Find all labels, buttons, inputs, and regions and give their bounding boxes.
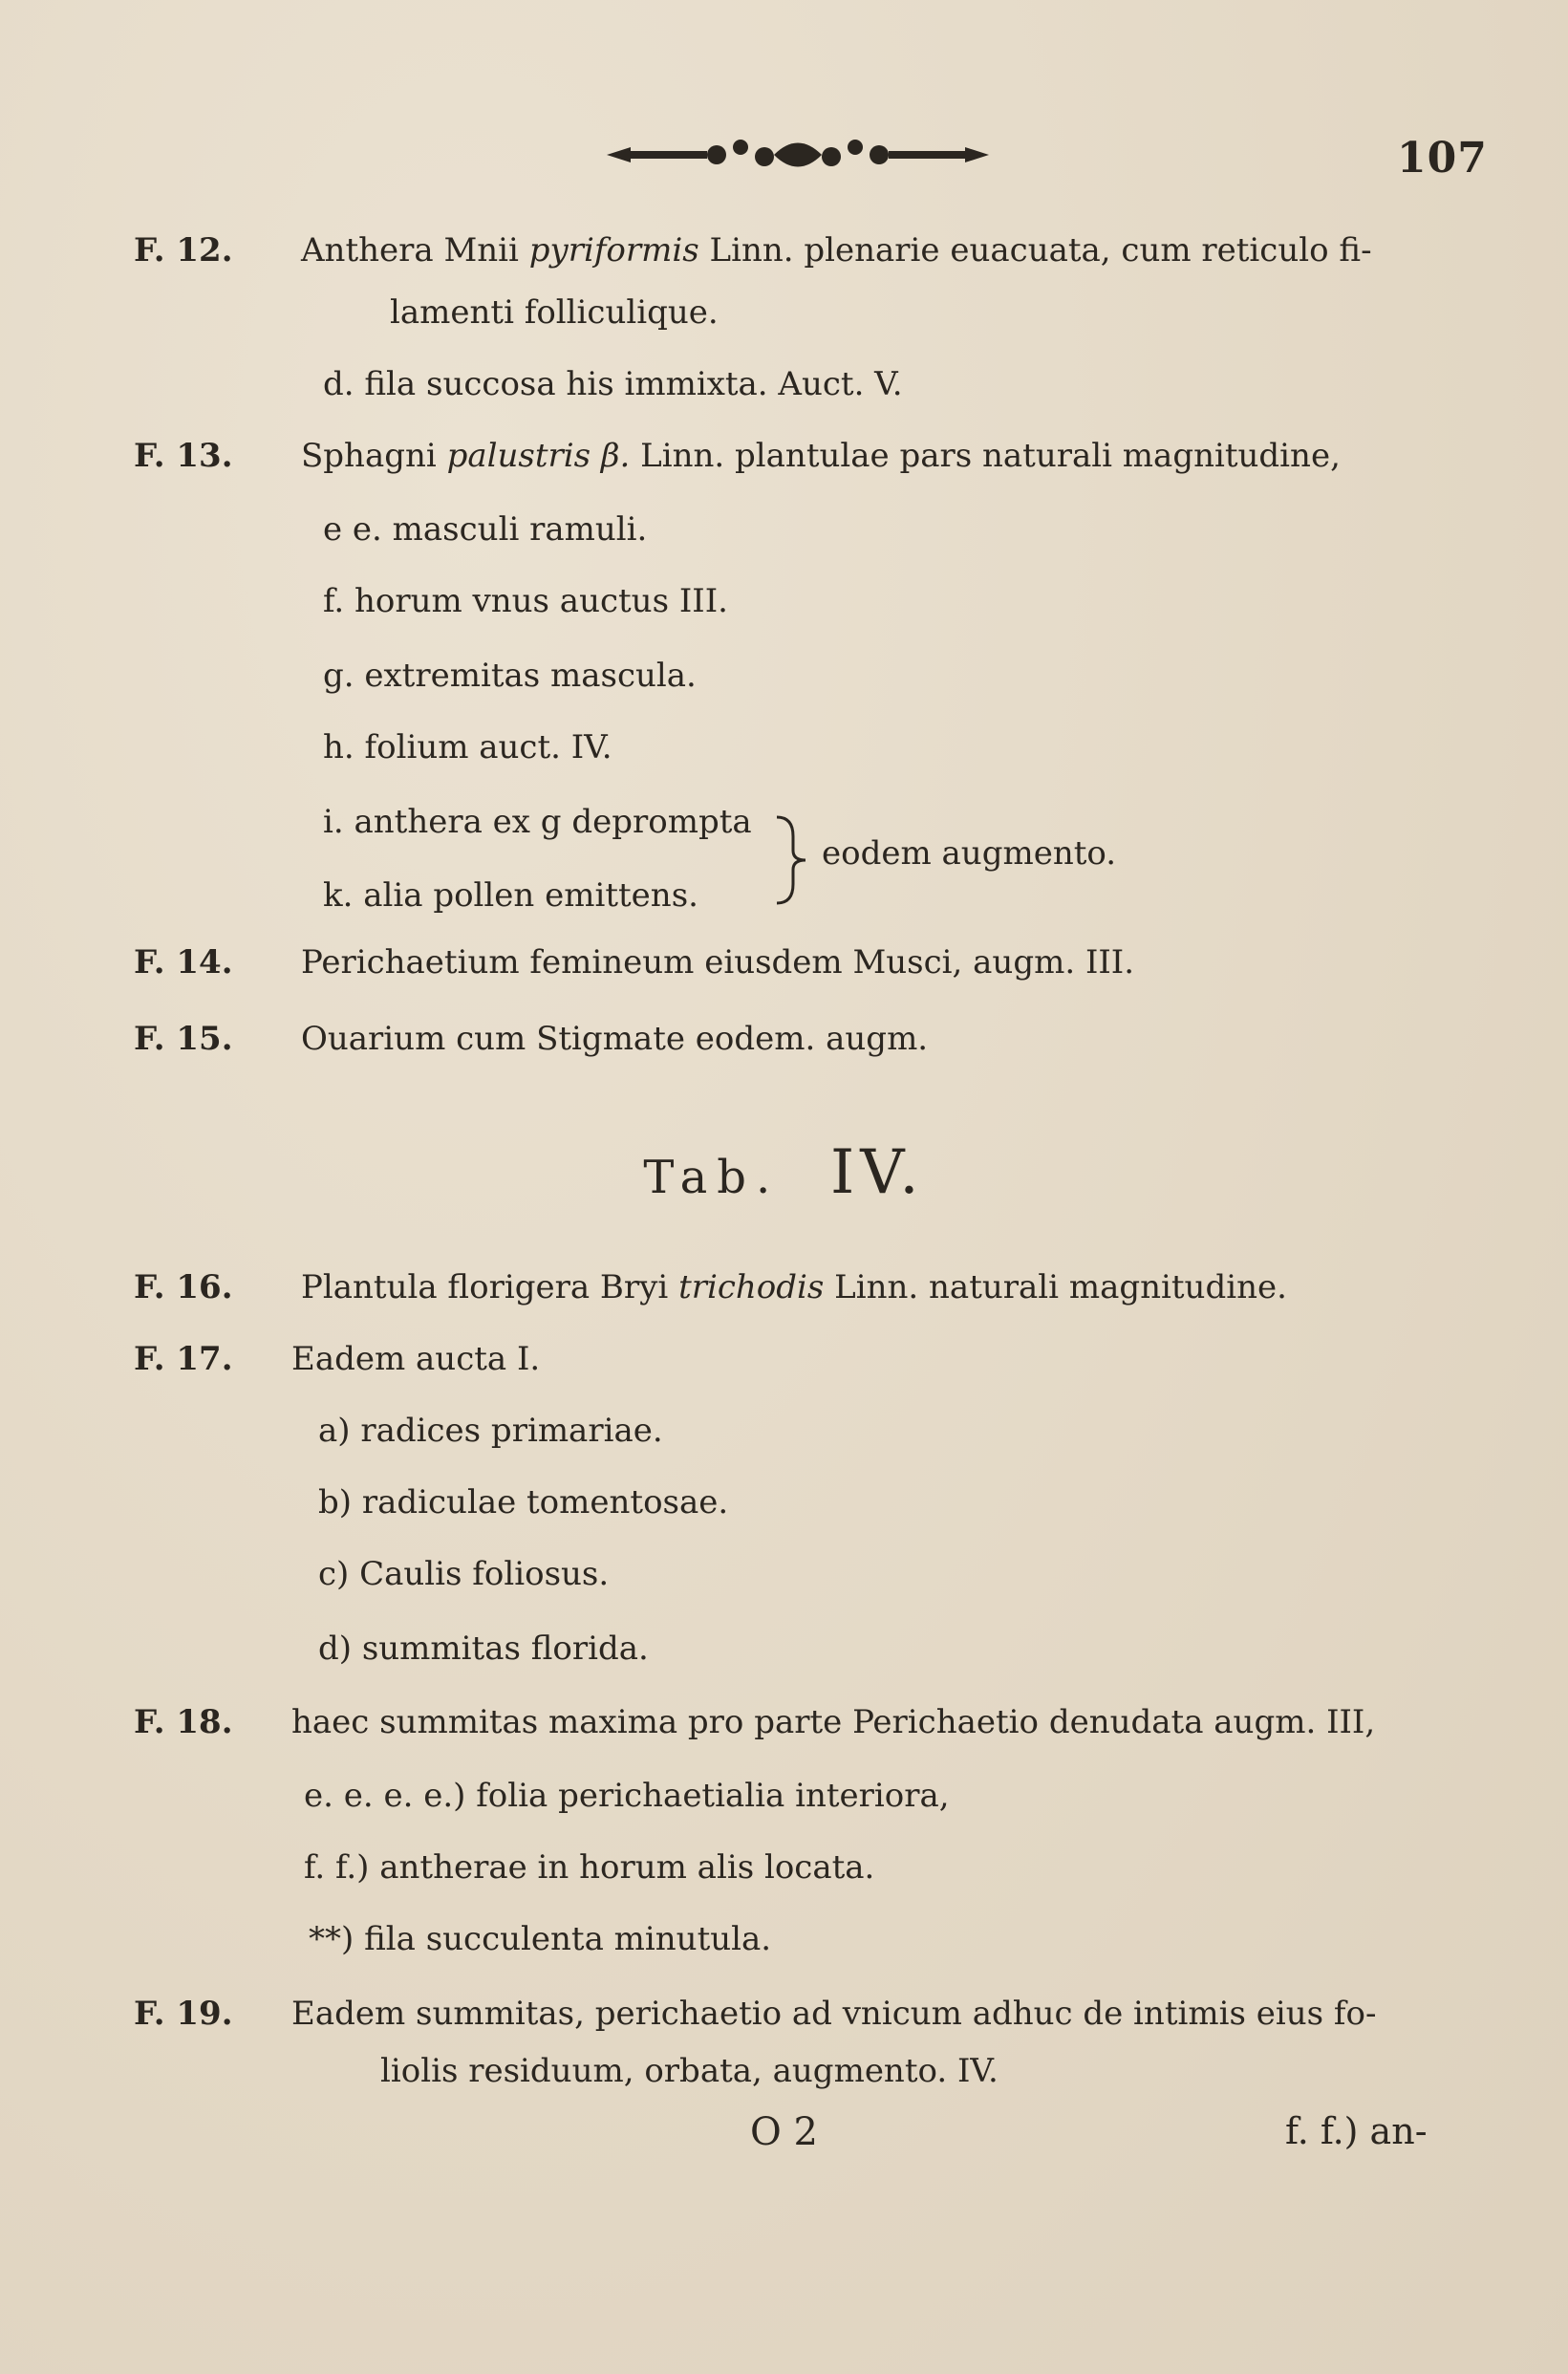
sub-item: i. anthera ex g deprompta bbox=[323, 803, 752, 841]
catchword: f. f.) an- bbox=[1285, 2110, 1428, 2152]
sub-item: c) Caulis foliosus. bbox=[318, 1555, 610, 1593]
figure-label: F. 19. bbox=[134, 1995, 233, 2033]
entry-text: Eadem summitas, perichaetio ad vnicum adhuc de intimis eius fo- bbox=[291, 1995, 1377, 2033]
plate-heading: Tab. IV. bbox=[643, 1137, 925, 1208]
sub-item: d. fila succosa his immixta. Auct. V. bbox=[323, 365, 903, 403]
sub-item: **) fila succulenta minutula. bbox=[309, 1920, 772, 1958]
sub-item: e. e. e. e.) folia perichaetialia interiora, bbox=[304, 1777, 950, 1815]
sub-item: f. horum vnus auctus III. bbox=[323, 582, 728, 620]
sub-item: b) radiculae tomentosae. bbox=[318, 1483, 729, 1522]
figure-label: F. 12. bbox=[134, 231, 233, 270]
entry-text-continued: liolis residuum, orbata, augmento. IV. bbox=[380, 2052, 999, 2090]
sub-item: f. f.) antherae in horum alis locata. bbox=[304, 1848, 875, 1887]
curly-brace-icon bbox=[772, 812, 810, 908]
entry-text: Eadem aucta I. bbox=[291, 1340, 541, 1378]
sub-item: a) radices primariae. bbox=[318, 1412, 663, 1450]
sub-item: d) summitas florida. bbox=[318, 1629, 649, 1668]
figure-label: F. 16. bbox=[134, 1268, 233, 1306]
sub-item: g. extremitas mascula. bbox=[323, 657, 697, 695]
figure-label: F. 14. bbox=[134, 943, 233, 982]
sub-item: h. folium auct. IV. bbox=[323, 728, 612, 766]
entry-text: Plantula florigera Bryi trichodis Linn. naturali magnitudine. bbox=[301, 1268, 1287, 1306]
figure-label: F. 15. bbox=[134, 1020, 233, 1058]
entry-text: haec summitas maxima pro parte Perichaetio denudata augm. III, bbox=[291, 1703, 1376, 1741]
sub-item: e e. masculi ramuli. bbox=[323, 510, 648, 549]
figure-label: F. 13. bbox=[134, 437, 233, 475]
entry-text: Anthera Mnii pyriformis Linn. plenarie euacuata, cum reticulo fi- bbox=[301, 231, 1372, 270]
entry-text-continued: lamenti folliculique. bbox=[390, 293, 719, 332]
entry-text: Perichaetium femineum eiusdem Musci, augm. III. bbox=[301, 943, 1135, 982]
figure-label: F. 17. bbox=[134, 1340, 233, 1378]
entry-text: Ouarium cum Stigmate eodem. augm. bbox=[301, 1020, 929, 1058]
sub-item: k. alia pollen emittens. bbox=[323, 876, 698, 915]
entry-text: Sphagni palustris β. Linn. plantulae pars naturali magnitudine, bbox=[301, 437, 1341, 475]
printers-ornament-icon bbox=[602, 126, 994, 183]
signature-mark: O 2 bbox=[750, 2110, 818, 2154]
figure-label: F. 18. bbox=[134, 1703, 233, 1741]
page-number: 107 bbox=[1397, 134, 1488, 183]
brace-label: eodem augmento. bbox=[822, 834, 1117, 873]
